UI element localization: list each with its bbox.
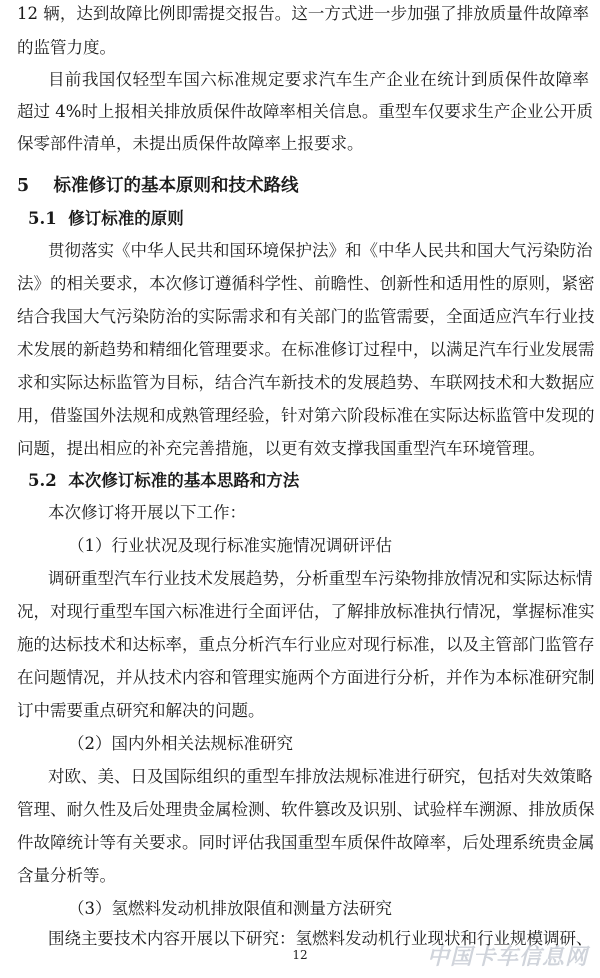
text-line: 结合我国大气污染防治的实际需求和有关部门的监管需要，全面适应汽车行业技 [17,307,595,326]
text-line: 的监管力度。 [17,38,116,57]
text-line: 12 辆，达到故障比例即需提交报告。这一方式进一步加强了排放质量件故障率 [17,4,589,23]
text-line: 调研重型汽车行业技术发展趋势，分析重型车污染物排放情况和实际达标情 [48,569,593,588]
item-heading: （2）国内外相关法规标准研究 [68,734,293,753]
section-heading: 5 标准修订的基本原则和技术路线 [17,176,299,196]
text-line: 施的达标技术和达标率，重点分析汽车行业应对现行标准，以及主管部门监管存 [17,635,595,654]
text-line: 术发展的新趋势和精细化管理要求。在标准修订过程中，以满足汽车行业发展需 [17,340,595,359]
text-line: 含量分析等。 [17,866,116,885]
text-line: 目前我国仅轻型车国六标准规定要求汽车生产企业在统计到质保件故障率 [48,70,589,89]
watermark-logo: 中国卡车信息网 [426,945,588,970]
text-line: 对欧、美、日及国际组织的重型车排放法规标准进行研究，包括对失效策略 [48,767,593,786]
text-line: 管理、耐久性及后处理贵金属检测、软件篡改及识别、试验样车溯源、排放质保 [17,800,595,819]
text-line: 围绕主要技术内容开展以下研究：氢燃料发动机行业现状和行业规模调研、 [48,929,593,948]
text-line: 贯彻落实《中华人民共和国环境保护法》和《中华人民共和国大气污染防治 [48,241,593,260]
text-line: 法》的相关要求，本次修订遵循科学性、前瞻性、创新性和适用性的原则，紧密 [17,274,595,293]
text-line: 求和实际达标监管为目标，结合汽车新技术的发展趋势、车联网技术和大数据应 [17,373,595,392]
text-line: 用，借鉴国外法规和成熟管理经验，针对第六阶段标准在实际达标监管中发现的 [17,406,595,425]
text-line: 保零部件清单，未提出质保件故障率上报要求。 [17,134,364,153]
subsection-heading: 5.2 本次修订标准的基本思路和方法 [28,471,300,490]
text-line: 本次修订将开展以下工作： [48,503,246,522]
subsection-heading: 5.1 修订标准的原则 [28,209,184,228]
text-line: 况，对现行重型车国六标准进行全面评估，了解排放标准执行情况，掌握标准实 [17,602,595,621]
text-line: 问题，提出相应的补充完善措施，以更有效支撑我国重型汽车环境管理。 [17,439,545,458]
item-heading: （1）行业状况及现行标准实施情况调研评估 [68,536,392,555]
page-number: 12 [292,948,308,962]
text-line: 超过 4%时上报相关排放质保件故障率相关信息。重型车仅要求生产企业公开质 [17,102,593,121]
text-line: 订中需要重点研究和解决的问题。 [17,701,265,720]
text-line: 件故障统计等有关要求。同时评估我国重型车质保件故障率，后处理系统贵金属 [17,833,595,852]
item-heading: （3）氢燃料发动机排放限值和测量方法研究 [68,899,392,918]
text-line: 在问题情况，并从技术内容和管理实施两个方面进行分析，并作为本标准研究制 [17,668,595,687]
